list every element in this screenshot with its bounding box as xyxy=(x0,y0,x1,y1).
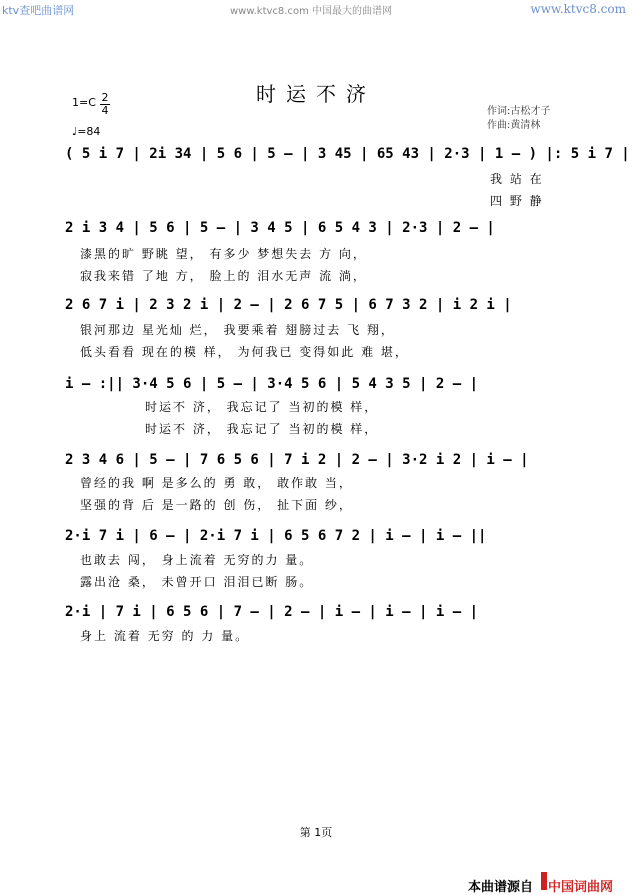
notation-line-3: 2 6 7 i | 2 3 2 i | 2 – | 2 6 7 5 | 6 7 3 2 | i 2 i | xyxy=(65,297,512,313)
song-title: 时运不济 xyxy=(256,82,376,106)
watermark-left: ktv查吧曲谱网 xyxy=(2,4,75,17)
footer-source-label: 本曲谱源自 xyxy=(468,880,534,895)
lyricist-credit: 作词:古松才子 xyxy=(487,106,551,117)
lyric-4-verse-2: 时运不 济， 我忘记了 当初的模 样， xyxy=(145,422,379,436)
lyric-1-verse-1: 我 站 在 xyxy=(490,172,544,186)
lyric-2-verse-1: 漆黑的旷 野眺 望， 有多少 梦想失去 方 向， xyxy=(80,247,367,261)
footer-logo-icon xyxy=(540,870,548,892)
lyric-6-verse-2: 露出沧 桑， 未曾开口 泪泪已断 肠。 xyxy=(80,575,314,589)
lyric-4-verse-1: 时运不 济， 我忘记了 当初的模 样， xyxy=(145,400,379,414)
notation-line-6: 2·i 7 i | 6 – | 2·i 7 i | 6 5 6 7 2 | i – | i – || xyxy=(65,528,487,544)
watermark-center: www.ktvc8.com 中国最大的曲谱网 xyxy=(230,6,393,17)
notation-line-5: 2 3 4 6 | 5 – | 7 6 5 6 | 7 i 2 | 2 – | 3·2 i 2 | i – | xyxy=(65,452,529,468)
lyric-5-verse-2: 坚强的背 后 是一路的 创 伤， 扯下面 纱， xyxy=(80,498,353,512)
lyric-1-verse-2: 四 野 静 xyxy=(490,194,544,208)
notation-line-4: i – :|| 3·4 5 6 | 5 – | 3·4 5 6 | 5 4 3 5 | 2 – | xyxy=(65,376,479,392)
meter-top: 2 xyxy=(101,91,109,104)
lyric-5-verse-1: 曾经的我 啊 是多么的 勇 敢， 敢作敢 当， xyxy=(80,476,353,490)
composer-credit: 作曲:黄清林 xyxy=(487,120,541,131)
lyric-3-verse-1: 银河那边 星光灿 烂， 我要乘着 翅膀过去 飞 翔， xyxy=(80,323,395,337)
footer-source-name: 中国词曲网 xyxy=(548,880,614,895)
key-signature: 1=C xyxy=(72,96,96,109)
time-signature xyxy=(100,92,110,117)
notation-line-1: ( 5 i 7 | 2i 34 | 5 6 | 5 – | 3 45 | 65 43 | 2·3 | 1 – ) |: 5 i 7 | xyxy=(65,146,630,162)
lyric-6-verse-1: 也敢去 闯， 身上流着 无穷的力 量。 xyxy=(80,553,314,567)
notation-line-7: 2·i | 7 i | 6 5 6 | 7 – | 2 – | i – | i – | i – | xyxy=(65,604,479,620)
meter-bottom: 4 xyxy=(101,104,109,117)
lyric-3-verse-2: 低头看看 现在的模 样， 为何我已 变得如此 难 堪， xyxy=(80,345,409,359)
notation-line-2: 2 i 3 4 | 5 6 | 5 – | 3 4 5 | 6 5 4 3 | 2·3 | 2 – | xyxy=(65,220,495,236)
page-number: 第 1页 xyxy=(299,826,333,839)
lyric-2-verse-2: 寂我来错 了地 方， 脸上的 泪水无声 流 淌， xyxy=(80,269,367,283)
tempo-marking: ♩=84 xyxy=(72,125,101,138)
watermark-right: www.ktvc8.com xyxy=(530,2,626,16)
lyric-7-verse-1: 身上 流着 无穷 的 力 量。 xyxy=(80,629,250,643)
